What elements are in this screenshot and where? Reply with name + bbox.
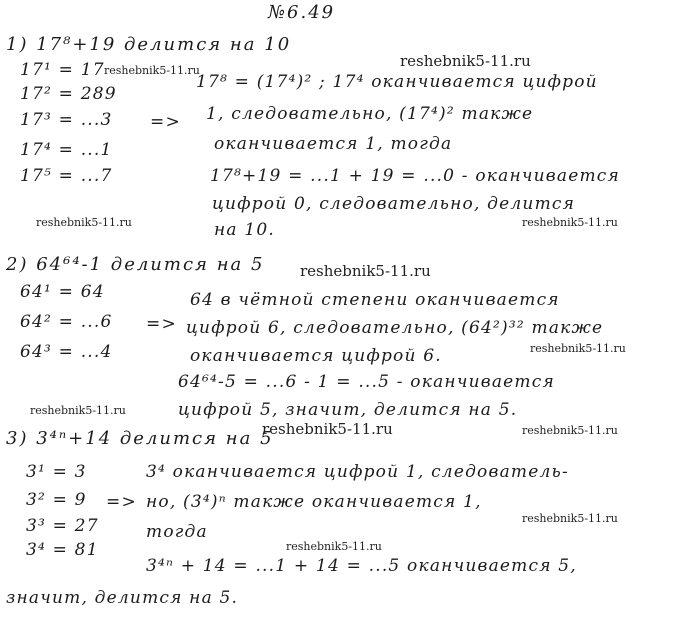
watermark: reshebnik5-11.ru [300, 262, 431, 280]
part3-power-3: 3³ = 27 [26, 516, 99, 536]
part3-text-5: значит, делится на 5. [6, 588, 239, 608]
part1-power-2: 17² = 289 [20, 84, 117, 104]
part1-text-6: на 10. [214, 220, 275, 240]
part3-statement: 3) 3⁴ⁿ+14 делится на 5 [6, 428, 274, 449]
part2-power-1: 64¹ = 64 [20, 282, 105, 302]
part2-text-3: оканчивается цифрой 6. [190, 346, 442, 366]
part3-power-1: 3¹ = 3 [26, 462, 87, 482]
watermark: reshebnik5-11.ru [530, 342, 626, 355]
part1-text-4: 17⁸+19 = ...1 + 19 = ...0 - оканчивается [210, 166, 620, 186]
watermark: reshebnik5-11.ru [522, 512, 618, 525]
part3-text-3: тогда [146, 522, 208, 542]
part2-text-2: цифрой 6, следовательно, (64²)³² также [186, 318, 604, 338]
part1-text-5: цифрой 0, следовательно, делится [212, 194, 576, 214]
watermark: reshebnik5-11.ru [522, 216, 618, 229]
part2-power-2: 64² = ...6 [20, 312, 113, 332]
part2-arrow: => [146, 314, 177, 334]
part1-power-5: 17⁵ = ...7 [20, 166, 113, 186]
part2-text-5: цифрой 5, значит, делится на 5. [178, 400, 518, 420]
watermark: reshebnik5-11.ru [104, 64, 200, 77]
watermark: reshebnik5-11.ru [262, 420, 393, 438]
problem-number: №6.49 [268, 2, 336, 23]
watermark: reshebnik5-11.ru [30, 404, 126, 417]
part2-statement: 2) 64⁶⁴-1 делится на 5 [6, 254, 265, 275]
part1-text-1: 17⁸ = (17⁴)² ; 17⁴ оканчивается цифрой [196, 72, 598, 92]
part1-text-2: 1, следовательно, (17⁴)² также [206, 104, 534, 124]
part1-power-1: 17¹ = 17 [20, 60, 105, 80]
part1-arrow: => [150, 112, 181, 132]
watermark: reshebnik5-11.ru [522, 424, 618, 437]
part3-text-2: но, (3⁴)ⁿ также оканчивается 1, [146, 492, 482, 512]
part1-text-3: оканчивается 1, тогда [214, 134, 453, 154]
watermark: reshebnik5-11.ru [286, 540, 382, 553]
part2-text-4: 64⁶⁴-5 = ...6 - 1 = ...5 - оканчивается [178, 372, 555, 392]
part3-power-4: 3⁴ = 81 [26, 540, 99, 560]
part3-text-1: 3⁴ оканчивается цифрой 1, следователь- [146, 462, 569, 482]
part1-power-4: 17⁴ = ...1 [20, 140, 113, 160]
part3-power-2: 3² = 9 [26, 490, 87, 510]
part2-power-3: 64³ = ...4 [20, 342, 113, 362]
watermark: reshebnik5-11.ru [400, 52, 531, 70]
part3-text-4: 3⁴ⁿ + 14 = ...1 + 14 = ...5 оканчивается 5, [146, 556, 577, 576]
part1-statement: 1) 17⁸+19 делится на 10 [6, 34, 292, 55]
part2-text-1: 64 в чётной степени оканчивается [190, 290, 560, 310]
part1-power-3: 17³ = ...3 [20, 110, 113, 130]
watermark: reshebnik5-11.ru [36, 216, 132, 229]
part3-arrow: => [106, 492, 137, 512]
